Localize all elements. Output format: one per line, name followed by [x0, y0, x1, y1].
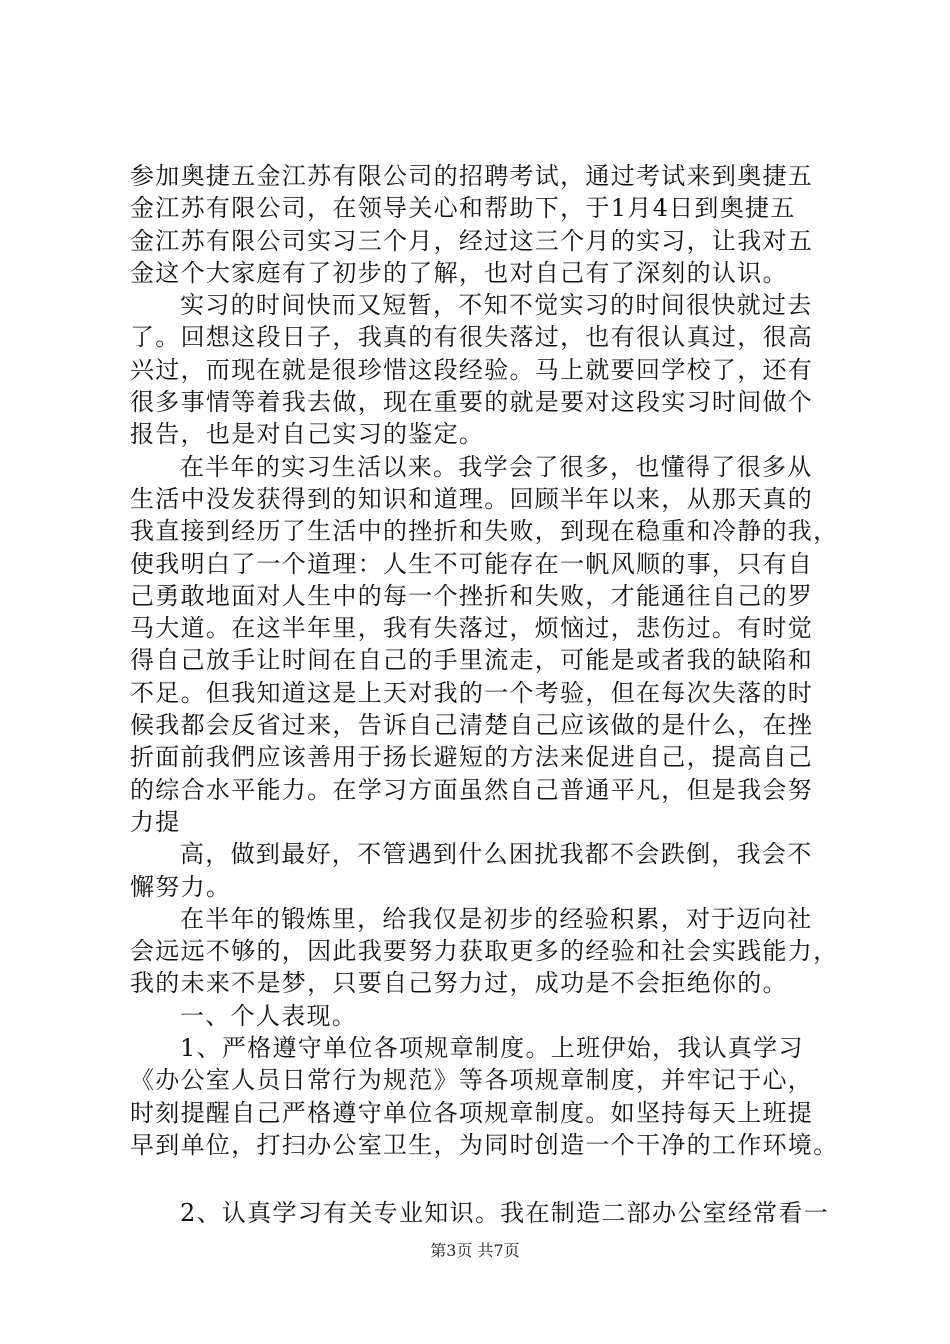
- text-line: 会远远不够的，因此我要努力获取更多的经验和社会实践能力，: [130, 937, 839, 966]
- text-line: 2、认真学习有关专业知识。我在制造二部办公室经常看一: [180, 1199, 830, 1228]
- text-line: 马大道。在这半年里，我有失落过，烦恼过，悲伤过。有时觉: [130, 614, 814, 643]
- text-line: 得自己放手让时间在自己的手里流走，可能是或者我的缺陷和: [130, 646, 814, 675]
- text-line: 很多事情等着我去做，现在重要的就是要对这段实习时间做个: [130, 388, 814, 417]
- text-line: 《办公室人员日常行为规范》等各项规章制度，并牢记于心，: [130, 1066, 814, 1095]
- text-line: 早到单位，打扫办公室卫生，为同时创造一个干净的工作环境。: [130, 1130, 839, 1159]
- paragraph-gap: [130, 1161, 850, 1197]
- page-indicator: 第3页 共7页: [430, 1241, 520, 1260]
- text-line: 候我都会反省过来，告诉自己清楚自己应该做的是什么，在挫: [130, 711, 814, 740]
- section-heading: 一、个人表现。: [180, 1001, 358, 1030]
- text-line: 时刻提醒自己严格遵守单位各项规章制度。如坚持每天上班提: [130, 1098, 814, 1127]
- text-line: 金江苏有限公司实习三个月，经过这三个月的实习，让我对五: [130, 226, 814, 255]
- text-line: 我的未来不是梦，只要自己努力过，成功是不会拒绝你的。: [130, 969, 788, 998]
- text-line: 使我明白了一个道理：人生不可能存在一帆风顺的事，只有自: [130, 549, 814, 578]
- text-line: 在半年的锻炼里，给我仅是初步的经验积累，对于迈向社: [180, 904, 813, 933]
- text-line: 报告，也是对自己实习的鉴定。: [130, 420, 485, 449]
- text-line: 高，做到最好，不管遇到什么困扰我都不会跌倒，我会不: [180, 840, 813, 869]
- text-line: 己勇敢地面对人生中的每一个挫折和失败，才能通往自己的罗: [130, 581, 814, 610]
- text-line: 参加奥捷五金江苏有限公司的招聘考试，通过考试来到奥捷五: [130, 162, 814, 190]
- page-footer: [0, 1240, 950, 1262]
- text-line: 了。回想这段日子，我真的有很失落过，也有很认真过，很高: [130, 323, 814, 352]
- text-line: 金这个大家庭有了初步的了解，也对自己有了深刻的认识。: [130, 258, 788, 287]
- text-line: 的综合水平能力。在学习方面虽然自己普通平凡，但是我会努: [130, 775, 814, 804]
- text-line: 金江苏有限公司，在领导关心和帮助下，于1月4日到奥捷五: [130, 194, 796, 223]
- text-line: 懈努力。: [130, 872, 232, 901]
- text-line: 不足。但我知道这是上天对我的一个考验，但在每次失落的时: [130, 678, 814, 707]
- text-line: 在半年的实习生活以来。我学会了很多，也懂得了很多从: [180, 452, 813, 481]
- text-line: 实习的时间快而又短暂，不知不觉实习的时间很快就过去: [180, 291, 813, 320]
- text-line: 生活中没发获得到的知识和道理。回顾半年以来，从那天真的: [130, 484, 814, 513]
- text-line: 1、严格遵守单位各项规章制度。上班伊始，我认真学习: [180, 1034, 804, 1063]
- text-line: 折面前我們应该善用于扬长避短的方法来促进自己，提高自己: [130, 743, 814, 772]
- document-body: [130, 160, 850, 1230]
- text-line: 力提: [130, 807, 181, 836]
- text-line: 我直接到经历了生活中的挫折和失败，到现在稳重和冷静的我，: [130, 517, 839, 546]
- text-line: 兴过，而现在就是很珍惜这段经验。马上就要回学校了，还有: [130, 355, 814, 384]
